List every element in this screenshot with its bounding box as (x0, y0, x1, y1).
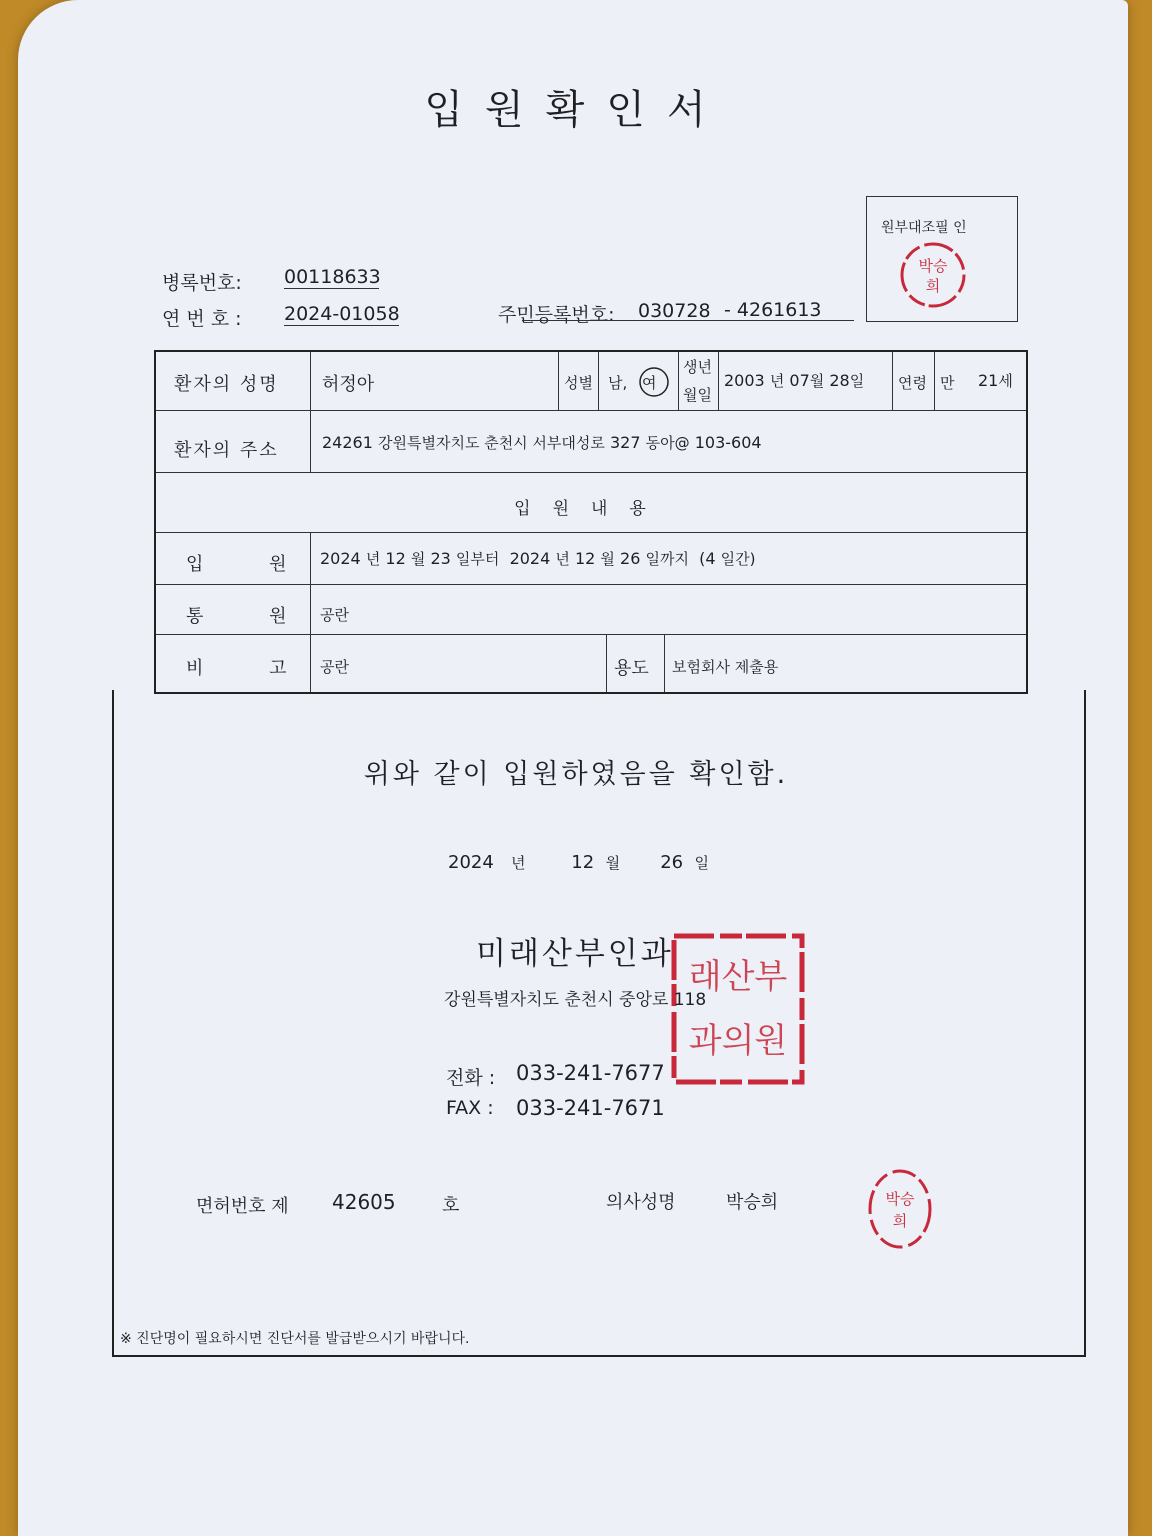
record-no: 00118633 (284, 266, 381, 288)
resident-no-label: 주민등록번호: (498, 304, 615, 326)
doctor-name: 박승희 (726, 1192, 779, 1213)
phone-label: 전화 : (446, 1067, 496, 1089)
birth-date: 2003 년 07월 28일 (724, 371, 865, 390)
document-title: 입원확인서 (424, 87, 728, 133)
svg-text:희: 희 (892, 1212, 908, 1230)
fax-label: FAX : (446, 1097, 494, 1119)
sex-label: 성별 (564, 374, 593, 392)
outpatient-value: 공란 (320, 606, 349, 624)
hospital-name: 미래산부인과 (476, 936, 674, 972)
license-number: 42605 (332, 1190, 396, 1214)
license-label: 면허번호 제 (196, 1196, 289, 1217)
purpose-value: 보험회사 제출용 (672, 658, 779, 676)
hospital-address: 강원특별자치도 춘천시 중앙로 118 (444, 990, 707, 1010)
svg-text:박승: 박승 (885, 1190, 915, 1208)
birth-label-line1: 생년 (683, 358, 712, 376)
svg-text:박승: 박승 (918, 257, 948, 275)
sex-option-female: 여 (642, 374, 657, 392)
sex-selected-circle-icon (638, 366, 670, 398)
age-value: 21세 (978, 371, 1013, 390)
svg-text:희: 희 (925, 277, 941, 295)
purpose-label: 용도 (614, 658, 649, 679)
footnote: ※ 진단명이 필요하시면 진단서를 발급받으시기 바랍니다. (120, 1331, 470, 1347)
doctor-label: 의사성명 (606, 1192, 676, 1213)
svg-text:래산부: 래산부 (688, 957, 788, 997)
patient-name-label: 환자의 성명 (174, 374, 279, 395)
svg-text:과의원: 과의원 (688, 1021, 788, 1061)
record-no-label: 병록번호: (162, 272, 242, 294)
seal-box-label: 원부대조필 인 (881, 220, 967, 236)
resident-no-underline (522, 320, 854, 321)
original-check-seal-box (866, 196, 1018, 322)
remarks-value: 공란 (320, 658, 349, 676)
patient-address: 24261 강원특별자치도 춘천시 서부대성로 327 동아@ 103-604 (322, 433, 762, 452)
patient-name: 허정아 (322, 374, 375, 395)
age-label: 연령 (898, 374, 927, 392)
issue-date: 2024 년 12 월 26 일 (448, 852, 710, 873)
resident-no-front: 030728 (638, 300, 711, 322)
serial-no-label: 연 번 호 : (162, 308, 242, 330)
sex-option-male: 남, (608, 374, 628, 392)
doctor-personal-seal-icon (895, 237, 971, 313)
fax-number: 033-241-7671 (516, 1096, 665, 1120)
license-suffix: 호 (442, 1195, 460, 1216)
serial-no: 2024-01058 (284, 303, 400, 325)
phone-number: 033-241-7677 (516, 1061, 665, 1085)
resident-no-back: - 4261613 (724, 299, 822, 321)
admission-label: 입 원 (186, 554, 317, 575)
hospital-seal-icon (668, 930, 808, 1090)
address-label: 환자의 주소 (174, 440, 279, 461)
outpatient-label: 통 원 (186, 606, 317, 627)
section-header: 입원내용 (514, 499, 668, 519)
confirmation-text: 위와 같이 입원하였음을 확인함. (363, 759, 789, 790)
admission-period: 2024 년 12 월 23 일부터 2024 년 12 월 26 일까지 (4 일간) (320, 549, 756, 568)
patient-info-table (154, 350, 1028, 694)
age-prefix: 만 (940, 374, 955, 392)
remarks-label: 비 고 (186, 658, 317, 679)
doctor-seal-icon (862, 1164, 938, 1254)
birth-label-line2: 월일 (683, 386, 712, 404)
